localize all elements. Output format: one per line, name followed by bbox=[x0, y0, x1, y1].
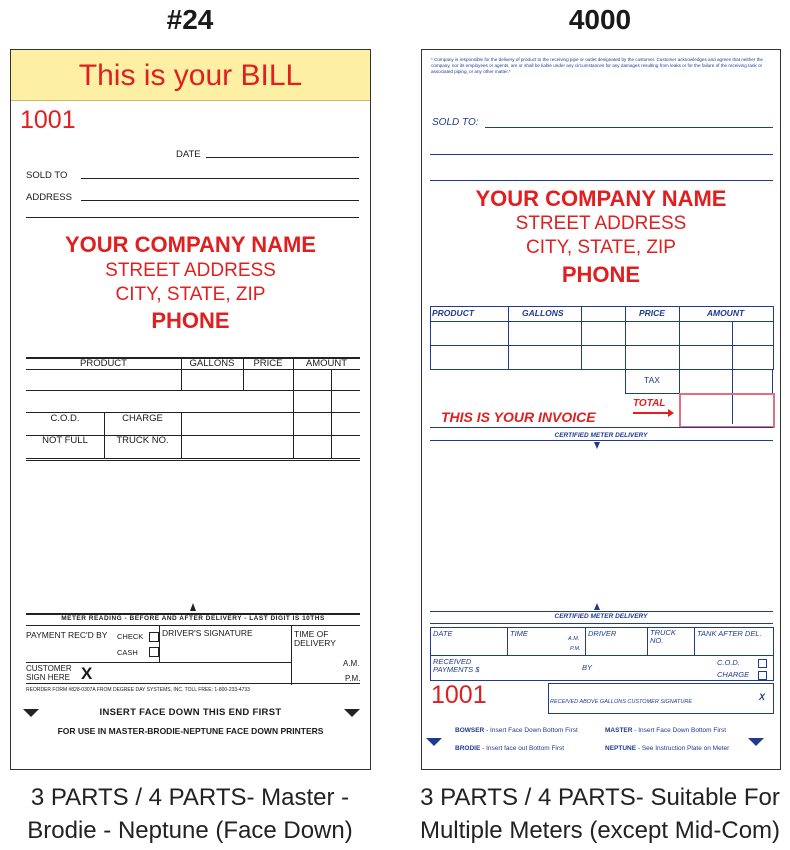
col-amount: AMOUNT bbox=[305, 358, 348, 369]
table-divider bbox=[331, 369, 332, 458]
sold-to-line bbox=[485, 127, 773, 128]
pm-label: P.M. bbox=[570, 646, 581, 652]
table-divider bbox=[508, 306, 509, 369]
not-full-label: NOT FULL bbox=[42, 435, 88, 446]
date-label: DATE bbox=[433, 629, 453, 638]
received-payments-label: RECEIVED PAYMENTS $ bbox=[433, 657, 480, 674]
company-phone: PHONE bbox=[561, 262, 641, 287]
meter-line bbox=[26, 625, 360, 626]
table-divider bbox=[625, 306, 626, 369]
address-line-2 bbox=[26, 217, 359, 218]
invoice-number: 1001 bbox=[431, 681, 487, 709]
table-divider bbox=[181, 412, 182, 458]
charge-label: CHARGE bbox=[717, 670, 750, 679]
table-line bbox=[26, 369, 360, 370]
reorder-note: REORDER FORM #828-0307A FROM DEGREE DAY SYSTEMS, INC. TOLL FREE: 1-800-233-4733 bbox=[26, 687, 250, 693]
total-arrow-icon bbox=[633, 412, 669, 414]
brodie-text: - Insert face out Bottom First bbox=[482, 745, 565, 752]
for-use-label: FOR USE IN MASTER-BRODIE-NEPTUNE FACE DOWN PRINTERS bbox=[57, 726, 324, 736]
delivery-divider bbox=[585, 627, 586, 655]
truck-no-label: TRUCK NO. bbox=[650, 628, 676, 645]
certified-top-line bbox=[430, 427, 773, 428]
charge-checkbox[interactable] bbox=[758, 671, 767, 680]
sold-to-line bbox=[81, 178, 359, 179]
sold-to-label: SOLD TO bbox=[26, 170, 68, 181]
divider bbox=[159, 625, 160, 662]
customer-sign-label: CUSTOMER SIGN HERE bbox=[26, 664, 72, 682]
total-label: TOTAL bbox=[633, 398, 666, 409]
company-name: YOUR COMPANY NAME bbox=[65, 232, 316, 257]
table-divider bbox=[181, 358, 182, 390]
master-label: MASTER bbox=[605, 727, 633, 734]
meter-reading-label: METER READING - BEFORE AND AFTER DELIVERY - LAST DIGIT IS 10THS bbox=[61, 615, 325, 622]
table-line bbox=[430, 321, 773, 322]
am-label: A.M. bbox=[568, 636, 580, 642]
delivery-divider bbox=[647, 627, 648, 655]
master-text: - Insert Face Down Bottom First bbox=[634, 727, 727, 734]
left-form-heading: #24 bbox=[166, 4, 214, 35]
time-label: TIME bbox=[510, 629, 528, 638]
charge-label: CHARGE bbox=[122, 413, 163, 424]
x-mark: X bbox=[81, 664, 93, 683]
cash-label: CASH bbox=[117, 648, 138, 657]
delivery-divider bbox=[507, 627, 508, 655]
table-divider bbox=[772, 369, 773, 393]
total-box[interactable] bbox=[679, 393, 775, 428]
date-line bbox=[206, 157, 359, 158]
sign-bottom-line bbox=[26, 683, 360, 684]
right-caption-line1: 3 PARTS / 4 PARTS- Suitable For bbox=[420, 784, 780, 811]
total-arrow-head-icon bbox=[668, 409, 674, 417]
arrow-down-icon bbox=[748, 738, 764, 746]
driver-label: DRIVER bbox=[588, 629, 617, 638]
cod-checkbox[interactable] bbox=[758, 659, 767, 668]
table-divider bbox=[293, 358, 294, 458]
left-caption-line1: 3 PARTS / 4 PARTS- Master - bbox=[30, 784, 350, 811]
company-city: CITY, STATE, ZIP bbox=[526, 237, 676, 258]
bowser-text: - Insert Face Down Bottom First bbox=[486, 727, 578, 734]
right-form-heading: 4000 bbox=[568, 4, 632, 35]
bill-banner: This is your BILL bbox=[11, 50, 370, 101]
master-instruction bbox=[605, 727, 726, 734]
col-gallons: GALLONS bbox=[522, 308, 564, 318]
insert-face-down-label: INSERT FACE DOWN THIS END FIRST bbox=[99, 707, 282, 718]
check-label: CHECK bbox=[117, 632, 144, 641]
am-label: A.M. bbox=[343, 659, 360, 668]
divider bbox=[291, 625, 292, 685]
certified-line bbox=[430, 440, 773, 441]
table-divider bbox=[581, 306, 582, 369]
table-line bbox=[26, 460, 360, 461]
company-name: YOUR COMPANY NAME bbox=[475, 186, 727, 211]
col-product: PRODUCT bbox=[432, 308, 475, 318]
address-label: ADDRESS bbox=[26, 192, 72, 203]
payment-recd-label: PAYMENT REC'D BY bbox=[26, 630, 108, 640]
cod-label: C.O.D. bbox=[50, 413, 80, 424]
left-form bbox=[10, 49, 371, 770]
company-phone: PHONE bbox=[151, 308, 230, 333]
meter-marker-icon bbox=[594, 603, 600, 610]
table-divider bbox=[243, 358, 244, 390]
neptune-instruction bbox=[605, 745, 729, 752]
tax-label: TAX bbox=[644, 375, 660, 385]
cash-checkbox[interactable] bbox=[149, 647, 159, 657]
neptune-text: - See Instruction Plate on Meter bbox=[637, 745, 730, 752]
col-product: PRODUCT bbox=[80, 358, 127, 369]
cod-label: C.O.D. bbox=[717, 658, 740, 667]
arrow-down-icon bbox=[426, 738, 442, 746]
date-label: DATE bbox=[176, 149, 201, 160]
neptune-label: NEPTUNE bbox=[605, 745, 637, 752]
time-of-delivery-label: TIME OF DELIVERY bbox=[294, 629, 336, 648]
left-caption-line2: Brodie - Neptune (Face Down) bbox=[27, 817, 353, 844]
col-price: PRICE bbox=[639, 308, 665, 318]
brodie-label: BRODIE bbox=[455, 745, 481, 752]
drivers-signature-label: DRIVER'S SIGNATURE bbox=[162, 628, 253, 638]
address-line bbox=[81, 200, 359, 201]
certified-line bbox=[430, 611, 773, 612]
company-street: STREET ADDRESS bbox=[105, 260, 276, 281]
sold-to-label: SOLD TO: bbox=[432, 117, 479, 128]
sign-line bbox=[26, 662, 291, 663]
company-city: CITY, STATE, ZIP bbox=[115, 284, 266, 305]
certified-line bbox=[430, 623, 773, 624]
x-mark: X bbox=[759, 692, 766, 702]
col-price: PRICE bbox=[253, 358, 283, 369]
by-label: BY bbox=[582, 663, 593, 672]
certified-meter-label: CERTIFIED METER DELIVERY bbox=[554, 432, 648, 439]
table-line bbox=[26, 390, 360, 391]
company-street: STREET ADDRESS bbox=[515, 213, 687, 234]
received-above-label: RECEIVED ABOVE GALLONS CUSTOMER SIGNATURE bbox=[550, 699, 693, 705]
disclaimer: * Company is responsible for the delivery of product to the receiving pipe or outlet designated by the customer. Customer acknowledges and agrees that neither the company, nor its employees or agents, are or shall be liable under any circumstances for any damages resulting from leaks or for the failure of the receiving tank or associated piping, or any other matter.* bbox=[431, 57, 763, 74]
right-caption-line2: Multiple Meters (except Mid-Com) bbox=[419, 817, 781, 844]
meter-marker-icon bbox=[190, 603, 196, 611]
certified-meter-label-2: CERTIFIED METER DELIVERY bbox=[554, 613, 648, 620]
bowser-label: BOWSER bbox=[455, 727, 485, 734]
delivery-divider bbox=[694, 627, 695, 655]
table-line bbox=[26, 458, 360, 459]
invoice-number: 1001 bbox=[20, 106, 76, 134]
col-amount: AMOUNT bbox=[706, 308, 745, 318]
delivery-line bbox=[430, 655, 773, 656]
bowser-instruction bbox=[455, 727, 578, 734]
col-gallons: GALLONS bbox=[189, 358, 235, 369]
truck-no-label: TRUCK NO. bbox=[116, 435, 169, 446]
sold-to-line-2 bbox=[430, 154, 773, 155]
check-checkbox[interactable] bbox=[149, 632, 159, 642]
tank-after-label: TANK AFTER DEL. bbox=[697, 629, 762, 638]
table-line bbox=[430, 345, 773, 346]
right-form bbox=[421, 49, 781, 770]
invoice-banner: THIS IS YOUR INVOICE bbox=[441, 409, 596, 425]
meter-marker-icon bbox=[594, 442, 600, 449]
sold-to-line-3 bbox=[430, 180, 773, 181]
brodie-instruction bbox=[455, 745, 564, 752]
pm-label: P.M. bbox=[345, 674, 361, 683]
